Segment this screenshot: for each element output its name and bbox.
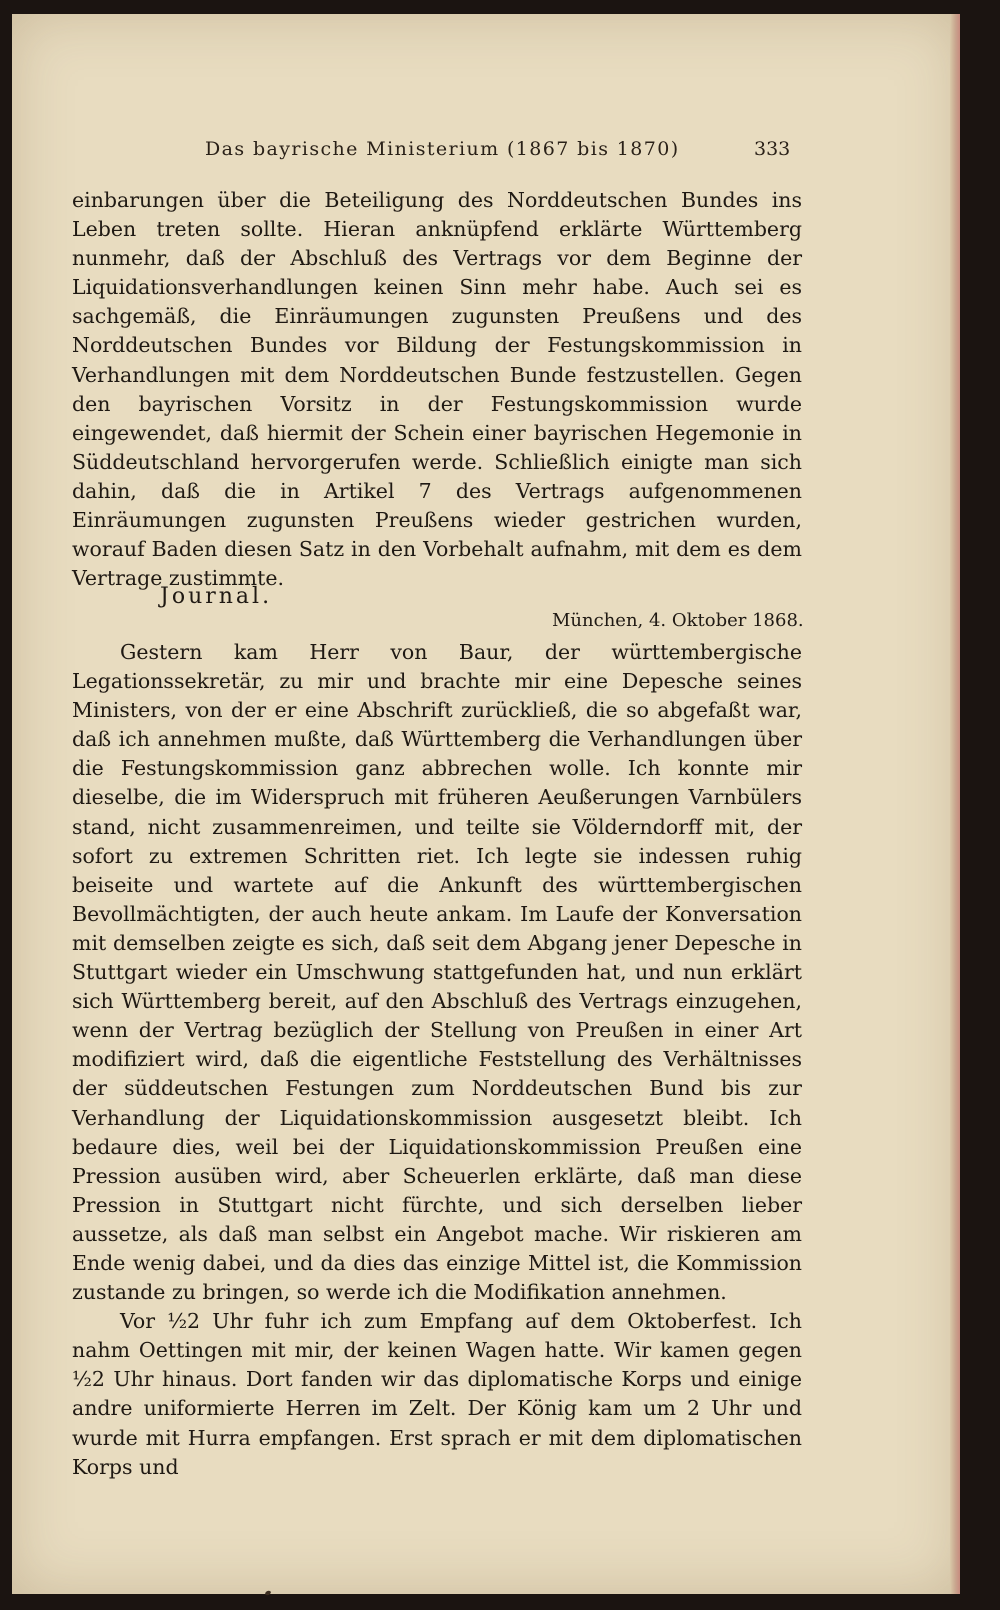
ink-speck <box>264 1590 271 1596</box>
running-header: Das bayrische Ministerium (1867 bis 1870) <box>205 138 680 160</box>
continued-paragraph: einbarungen über die Beteiligung des Norddeutschen Bundes ins Leben treten sollte. Hieran anknüpfend erklärte Württemberg nunmehr, daß der Abschluß des Vertrags vor dem Beginne der Liquidationsverhandlungen keinen Sinn mehr habe. Auch sei es sachgemäß, die Einräumungen zugunsten Preußens und des Norddeutschen Bundes vor Bildung der Festungskommission in Verhandlungen mit dem Norddeutschen Bunde festzustellen. Gegen den bayrischen Vorsitz in der Festungskommission wurde eingewendet, daß hiermit der Schein einer bayrischen Hegemonie in Süddeutschland hervorgerufen werde. Schließlich einigte man sich dahin, daß die in Artikel 7 des Vertrags aufgenommenen Einräumungen zugunsten Preußens wieder gestrichen wurden, worauf Baden diesen Satz in den Vorbehalt aufnahm, mit dem es dem Vertrage zustimmte. <box>72 188 802 591</box>
journal-body-block <box>72 638 802 1482</box>
journal-paragraph-2: Vor ½2 Uhr fuhr ich zum Empfang auf dem Oktoberfest. Ich nahm Oettingen mit mir, der keinen Wagen hatte. Wir kamen gegen ½2 Uhr hinaus. Dort fanden wir das diplomatische Korps und einige andre uniformierte Herren im Zelt. Der König kam um 2 Uhr und wurde mit Hurra empfangen. Erst sprach er mit dem diplomatischen Korps und <box>72 1309 802 1479</box>
page-edge <box>950 14 960 1594</box>
book-page <box>12 14 960 1594</box>
journal-heading: Journal. <box>160 584 273 609</box>
journal-paragraph-1: Gestern kam Herr von Baur, der württembergische Legationssekretär, zu mir und brachte mir eine Depesche seines Ministers, von der er eine Abschrift zurückließ, die so abgefaßt war, daß ich annehmen mußte, daß Württemberg die Verhandlungen über die Festungskommission ganz abbrechen wolle. Ich konnte mir dieselbe, die im Widerspruch mit früheren Aeußerungen Varnbülers stand, nicht zusammenreimen, und teilte sie Völderndorff mit, der sofort zu extremen Schritten riet. Ich legte sie indessen ruhig beiseite und wartete auf die Ankunft des württembergischen Bevollmächtigten, der auch heute ankam. Im Laufe der Konversation mit demselben zeigte es sich, daß seit dem Abgang jener Depesche in Stuttgart wieder ein Umschwung stattgefunden hat, und nun erklärt sich Württemberg bereit, auf den Abschluß des Vertrags einzugehen, wenn der Vertrag bezüglich der Stellung von Preußen in einer Art modifiziert wird, daß die eigentliche Feststellung des Verhältnisses der süddeutschen Festungen zum Norddeutschen Bund bis zur Verhandlung der Liquidationskommission ausgesetzt bleibt. Ich bedaure dies, weil bei der Liquidationskommission Preußen eine Pression ausüben wird, aber Scheuerlen erklärte, daß man diese Pression in Stuttgart nicht fürchte, und sich derselben lieber aussetze, als daß man selbst ein Angebot mache. Wir riskieren am Ende wenig dabei, und da dies das einzige Mittel ist, die Kommission zustande zu bringen, so werde ich die Modifikation annehmen. <box>72 640 802 1305</box>
journal-dateline: München, 4. Oktober 1868. <box>552 610 804 631</box>
continued-paragraph-block <box>72 186 802 593</box>
page-number: 333 <box>754 138 791 160</box>
